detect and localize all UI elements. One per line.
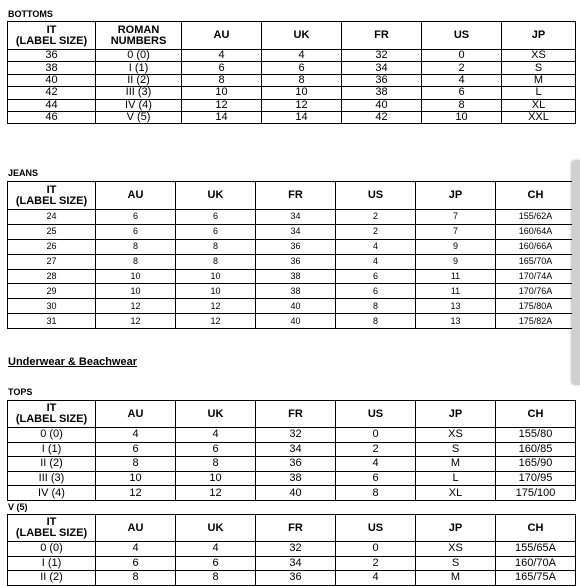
column-header: IT (LABEL SIZE) — [8, 182, 96, 210]
column-header: JP — [416, 401, 496, 428]
table-cell: 12 — [176, 314, 256, 329]
table-cell: 160/64A — [496, 224, 576, 239]
table-cell: IV (4) — [96, 99, 182, 111]
table-cell: 165/70A — [496, 254, 576, 269]
table-cell: 6 — [96, 556, 176, 571]
column-header: JP — [416, 515, 496, 542]
table-cell: 38 — [256, 269, 336, 284]
table-row — [8, 99, 576, 111]
table-cell: 170/76A — [496, 284, 576, 299]
jeans-size-table — [7, 181, 576, 329]
table-cell: 46 — [8, 111, 96, 123]
table-cell: 11 — [416, 284, 496, 299]
table-cell: 6 — [422, 87, 502, 99]
table-cell: 12 — [96, 299, 176, 314]
table-cell: 175/80A — [496, 299, 576, 314]
table-cell: 12 — [262, 99, 342, 111]
table-cell: 8 — [262, 74, 342, 86]
table-cell: 8 — [336, 299, 416, 314]
table-cell: 14 — [262, 111, 342, 123]
table-cell: 4 — [422, 74, 502, 86]
table-cell: 155/62A — [496, 210, 576, 225]
table-cell: 165/75A — [496, 571, 576, 586]
header-row — [8, 22, 576, 50]
table-cell: XS — [416, 542, 496, 557]
table-cell: L — [502, 87, 576, 99]
table-cell: 6 — [96, 210, 176, 225]
table-row — [8, 87, 576, 99]
header-row — [8, 182, 576, 210]
table-cell: 10 — [176, 471, 256, 486]
table-cell: 6 — [336, 471, 416, 486]
table-cell: 10 — [96, 471, 176, 486]
column-header: AU — [96, 515, 176, 542]
table-cell: S — [416, 442, 496, 457]
table-cell: 10 — [182, 87, 262, 99]
table-cell: 6 — [182, 62, 262, 74]
table-cell: L — [416, 471, 496, 486]
table-cell: 12 — [182, 99, 262, 111]
table-cell: 44 — [8, 99, 96, 111]
table-cell: 11 — [416, 269, 496, 284]
table-cell: 38 — [256, 284, 336, 299]
table-cell: 38 — [256, 471, 336, 486]
table-cell: 40 — [256, 314, 336, 329]
table-cell: 32 — [256, 428, 336, 443]
table-cell: 4 — [96, 542, 176, 557]
table-cell: 4 — [336, 571, 416, 586]
table-cell: 8 — [176, 254, 256, 269]
table-cell: 40 — [256, 299, 336, 314]
table-row — [8, 542, 576, 557]
table-cell: 8 — [176, 239, 256, 254]
column-header: CH — [496, 515, 576, 542]
table-cell: 38 — [8, 62, 96, 74]
table-row — [8, 254, 576, 269]
table-cell: II (2) — [8, 457, 96, 472]
table-row — [8, 442, 576, 457]
table-cell: 7 — [416, 210, 496, 225]
column-header: FR — [256, 182, 336, 210]
table-cell: 36 — [256, 457, 336, 472]
table-cell: 10 — [176, 284, 256, 299]
table-cell: 34 — [256, 224, 336, 239]
table-cell: XXL — [502, 111, 576, 123]
table-cell: 42 — [342, 111, 422, 123]
table-cell: 6 — [176, 210, 256, 225]
table-cell: M — [416, 457, 496, 472]
table-cell: M — [416, 571, 496, 586]
table-cell: 12 — [96, 486, 176, 501]
table-cell: 13 — [416, 314, 496, 329]
column-header: IT (LABEL SIZE) — [8, 22, 96, 50]
table-row — [8, 571, 576, 586]
table-cell: 25 — [8, 224, 96, 239]
table-cell: XS — [416, 428, 496, 443]
table-cell: 8 — [176, 571, 256, 586]
table-row — [8, 239, 576, 254]
table-cell: 8 — [96, 254, 176, 269]
column-header: JP — [416, 182, 496, 210]
table-cell: 8 — [422, 99, 502, 111]
table-cell: 170/95 — [496, 471, 576, 486]
table-cell: 32 — [256, 542, 336, 557]
table-cell: 14 — [182, 111, 262, 123]
table-cell: 36 — [256, 239, 336, 254]
column-header: US — [422, 22, 502, 50]
bottoms-title: BOTTOMS — [8, 9, 53, 19]
column-header: UK — [176, 182, 256, 210]
column-header: AU — [96, 401, 176, 428]
column-header: UK — [262, 22, 342, 50]
table-cell: S — [416, 556, 496, 571]
table-cell: 10 — [96, 284, 176, 299]
table-row — [8, 299, 576, 314]
table-cell: XL — [502, 99, 576, 111]
column-header: FR — [256, 401, 336, 428]
table-cell: 34 — [256, 556, 336, 571]
table-cell: 9 — [416, 254, 496, 269]
bottoms-size-table — [7, 21, 576, 124]
table-cell: 7 — [416, 224, 496, 239]
column-header: UK — [176, 515, 256, 542]
table-cell: 0 (0) — [8, 542, 96, 557]
table-cell: 0 (0) — [96, 50, 182, 62]
table-cell: 6 — [176, 556, 256, 571]
table-cell: III (3) — [8, 471, 96, 486]
v5-title: V (5) — [8, 502, 28, 512]
column-header: US — [336, 182, 416, 210]
table-cell: 4 — [336, 254, 416, 269]
table-row — [8, 210, 576, 225]
table-cell: 6 — [336, 284, 416, 299]
table-cell: 10 — [262, 87, 342, 99]
table-cell: 40 — [342, 99, 422, 111]
table-cell: 175/82A — [496, 314, 576, 329]
table-cell: 2 — [336, 210, 416, 225]
table-cell: 2 — [336, 224, 416, 239]
underwear-beachwear-heading: Underwear & Beachwear — [8, 356, 137, 368]
table-row — [8, 224, 576, 239]
table-cell: 26 — [8, 239, 96, 254]
table-cell: 4 — [96, 428, 176, 443]
table-cell: 160/70A — [496, 556, 576, 571]
table-cell: 8 — [96, 571, 176, 586]
v5-size-table — [7, 514, 576, 586]
table-cell: 36 — [342, 74, 422, 86]
table-cell: 2 — [336, 556, 416, 571]
table-row — [8, 486, 576, 501]
table-cell: 12 — [176, 486, 256, 501]
table-cell: 4 — [176, 542, 256, 557]
table-cell: 10 — [176, 269, 256, 284]
table-cell: 4 — [336, 239, 416, 254]
table-cell: 34 — [342, 62, 422, 74]
table-cell: IV (4) — [8, 486, 96, 501]
table-cell: I (1) — [8, 556, 96, 571]
table-row — [8, 269, 576, 284]
table-cell: 8 — [336, 486, 416, 501]
table-cell: 29 — [8, 284, 96, 299]
table-cell: 6 — [96, 442, 176, 457]
table-cell: I (1) — [8, 442, 96, 457]
table-cell: 12 — [176, 299, 256, 314]
column-header: AU — [182, 22, 262, 50]
table-cell: 32 — [342, 50, 422, 62]
table-cell: 8 — [336, 314, 416, 329]
table-row — [8, 74, 576, 86]
table-cell: 155/65A — [496, 542, 576, 557]
table-cell: 6 — [336, 269, 416, 284]
table-cell: 36 — [8, 50, 96, 62]
table-cell: 6 — [176, 224, 256, 239]
table-cell: 36 — [256, 571, 336, 586]
column-header: IT (LABEL SIZE) — [8, 515, 96, 542]
column-header: ROMAN NUMBERS — [96, 22, 182, 50]
table-cell: II (2) — [8, 571, 96, 586]
table-cell: 0 — [422, 50, 502, 62]
table-cell: 40 — [256, 486, 336, 501]
table-cell: 8 — [176, 457, 256, 472]
table-cell: 8 — [182, 74, 262, 86]
column-header: CH — [496, 401, 576, 428]
table-cell: XS — [502, 50, 576, 62]
table-cell: 4 — [262, 50, 342, 62]
column-header: FR — [342, 22, 422, 50]
table-cell: 0 — [336, 542, 416, 557]
table-cell: 34 — [256, 210, 336, 225]
column-header: JP — [502, 22, 576, 50]
column-header: IT (LABEL SIZE) — [8, 401, 96, 428]
table-row — [8, 314, 576, 329]
table-row — [8, 556, 576, 571]
table-cell: S — [502, 62, 576, 74]
table-cell: 10 — [422, 111, 502, 123]
table-row — [8, 111, 576, 123]
table-cell: II (2) — [96, 74, 182, 86]
table-cell: I (1) — [96, 62, 182, 74]
header-row — [8, 401, 576, 428]
table-cell: 28 — [8, 269, 96, 284]
table-cell: 4 — [176, 428, 256, 443]
tops-size-table — [7, 400, 576, 501]
table-cell: 30 — [8, 299, 96, 314]
table-cell: 40 — [8, 74, 96, 86]
table-cell: M — [502, 74, 576, 86]
column-header: US — [336, 515, 416, 542]
table-cell: 42 — [8, 87, 96, 99]
table-cell: 10 — [96, 269, 176, 284]
table-cell: 36 — [256, 254, 336, 269]
table-row — [8, 457, 576, 472]
column-header: UK — [176, 401, 256, 428]
jeans-title: JEANS — [8, 168, 39, 178]
table-cell: 24 — [8, 210, 96, 225]
table-cell: 13 — [416, 299, 496, 314]
table-cell: 165/90 — [496, 457, 576, 472]
table-cell: III (3) — [96, 87, 182, 99]
table-cell: 155/80 — [496, 428, 576, 443]
table-cell: 6 — [262, 62, 342, 74]
table-cell: 27 — [8, 254, 96, 269]
table-cell: V (5) — [96, 111, 182, 123]
table-row — [8, 284, 576, 299]
table-row — [8, 428, 576, 443]
page-scrollbar[interactable] — [572, 160, 580, 385]
table-row — [8, 50, 576, 62]
table-row — [8, 62, 576, 74]
table-cell: 4 — [182, 50, 262, 62]
table-cell: 170/74A — [496, 269, 576, 284]
table-cell: 160/85 — [496, 442, 576, 457]
column-header: US — [336, 401, 416, 428]
table-cell: 9 — [416, 239, 496, 254]
table-cell: 0 — [336, 428, 416, 443]
table-cell: 8 — [96, 457, 176, 472]
table-cell: 6 — [96, 224, 176, 239]
table-cell: 175/100 — [496, 486, 576, 501]
table-cell: 2 — [336, 442, 416, 457]
table-cell: XL — [416, 486, 496, 501]
header-row — [8, 515, 576, 542]
tops-title: TOPS — [8, 387, 33, 397]
table-row — [8, 471, 576, 486]
table-cell: 12 — [96, 314, 176, 329]
table-cell: 4 — [336, 457, 416, 472]
table-cell: 34 — [256, 442, 336, 457]
table-cell: 160/66A — [496, 239, 576, 254]
table-cell: 6 — [176, 442, 256, 457]
table-cell: 0 (0) — [8, 428, 96, 443]
column-header: FR — [256, 515, 336, 542]
table-cell: 31 — [8, 314, 96, 329]
table-cell: 2 — [422, 62, 502, 74]
table-cell: 38 — [342, 87, 422, 99]
table-cell: 8 — [96, 239, 176, 254]
column-header: AU — [96, 182, 176, 210]
column-header: CH — [496, 182, 576, 210]
